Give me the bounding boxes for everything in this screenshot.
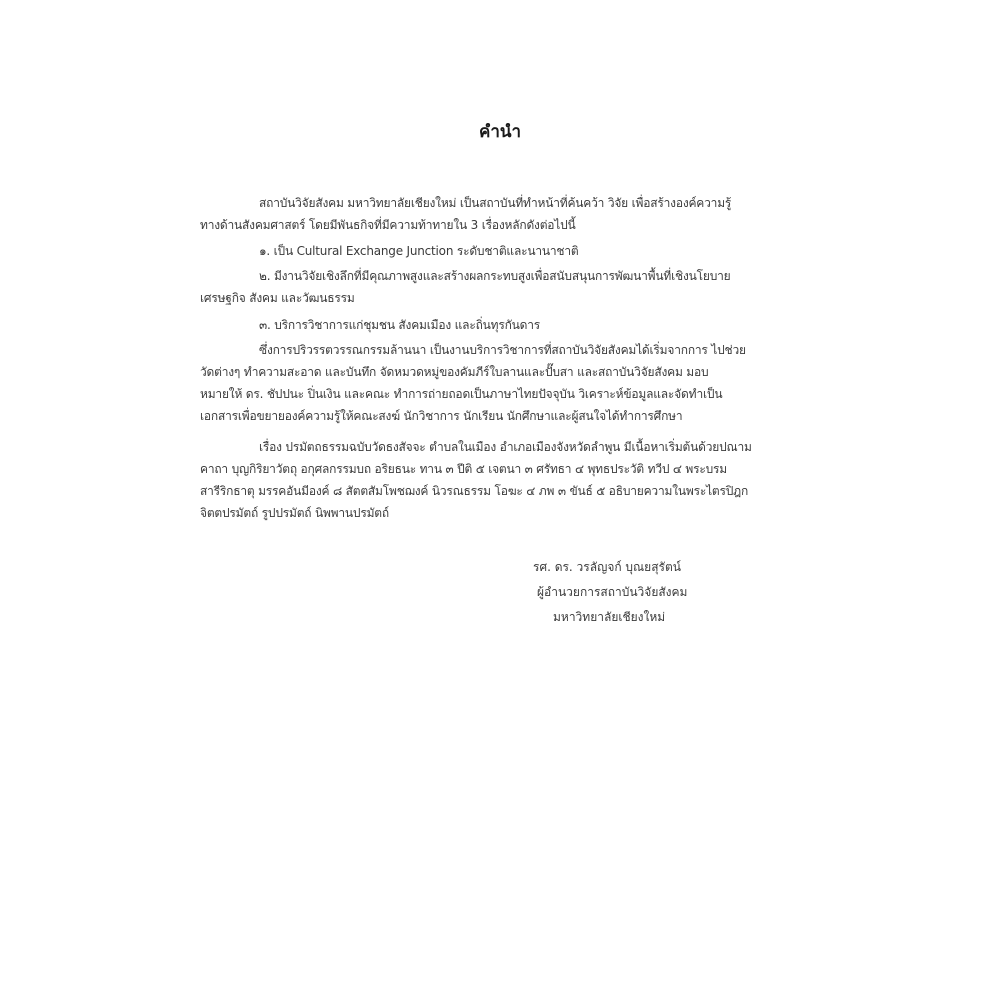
- mission-item-1: [200, 240, 785, 262]
- paragraph-line: ๒. มีงานวิจัยเชิงลึกที่มีคุณภาพสูงและสร้างผลกระทบสูงเพื่อสนับสนุนการพัฒนาพื้นที่เชิงนโยบาย: [259, 269, 731, 283]
- mission-item-2: [200, 265, 785, 309]
- document-title: คำนำ: [478, 122, 522, 142]
- signature-name: รศ. ดร. วรลัญจก์ บุณยสุรัตน์: [533, 560, 681, 574]
- paragraph-line: ๑. เป็น Cultural Exchange Junction ระดับชาติและนานาชาติ: [259, 244, 579, 258]
- paragraph-line: ทางด้านสังคมศาสตร์ โดยมีพันธกิจที่มีความท้าทายใน 3 เรื่องหลักดังต่อไปนี้: [200, 218, 576, 232]
- signature-position: ผู้อำนวยการสถาบันวิจัยสังคม: [537, 585, 688, 599]
- paragraph-line: หมายให้ ดร. ชัปปนะ ปิ่นเงิน และคณะ ทำการถ่ายถอดเป็นภาษาไทยปัจจุบัน วิเคราะห์ข้อมูลและจัดทำเป็น: [200, 387, 723, 401]
- paragraph-line: เรื่อง ปรมัตถธรรมฉบับวัดธงสัจจะ ตำบลในเมือง อำเภอเมืองจังหวัดลำพูน มีเนื้อหาเริ่มต้นด้วยปณาม: [259, 440, 752, 454]
- paragraph-line: สารีริกธาตุ มรรคอันมีองค์ ๘ สัตตสัมโพชฌงค์ นิวรณธรรม โอฆะ ๔ ภพ ๓ ขันธ์ ๕ อธิบายความในพระไตรปิฎก: [200, 484, 749, 498]
- paragraph-line: วัดต่างๆ ทำความสะอาด และบันทึก จัดหมวดหมู่ของคัมภีร์ใบลานและปั๊บสา และสถาบันวิจัยสังคม มอบ: [200, 365, 709, 379]
- paragraph-manuscript: [200, 339, 785, 427]
- paragraph-line: จิตตปรมัตถ์ รูปปรมัตถ์ นิพพานปรมัตถ์: [200, 506, 389, 520]
- paragraph-line: ๓. บริการวิชาการแก่ชุมชน สังคมเมือง และถิ่นทุรกันดาร: [259, 318, 541, 332]
- paragraph-line: เศรษฐกิจ สังคม และวัฒนธรรม: [200, 291, 355, 305]
- paragraph-intro: [200, 192, 785, 236]
- paragraph-content: [200, 436, 785, 524]
- mission-item-3: [200, 314, 785, 336]
- paragraph-line: เอกสารเพื่อขยายองค์ความรู้ให้คณะสงฆ์ นักวิชาการ นักเรียน นักศึกษาและผู้สนใจได้ทำการศึกษา: [200, 409, 683, 423]
- signature-organization: มหาวิทยาลัยเชียงใหม่: [553, 610, 666, 624]
- paragraph-line: คาถา บุญกิริยาวัตถุ อกุศลกรรมบถ อริยธนะ ทาน ๓ ปีติ ๕ เจตนา ๓ ศรัทธา ๔ พุทธประวัติ ทวีป ๔ พระบรม: [200, 462, 727, 476]
- paragraph-line: สถาบันวิจัยสังคม มหาวิทยาลัยเชียงใหม่ เป็นสถาบันที่ทำหน้าที่ค้นคว้า วิจัย เพื่อสร้างองค์ความรู้: [259, 196, 732, 210]
- paragraph-line: ซึ่งการปริวรรตวรรณกรรมล้านนา เป็นงานบริการวิชาการที่สถาบันวิจัยสังคมได้เริ่มจากการ ไปช่วย: [259, 343, 746, 357]
